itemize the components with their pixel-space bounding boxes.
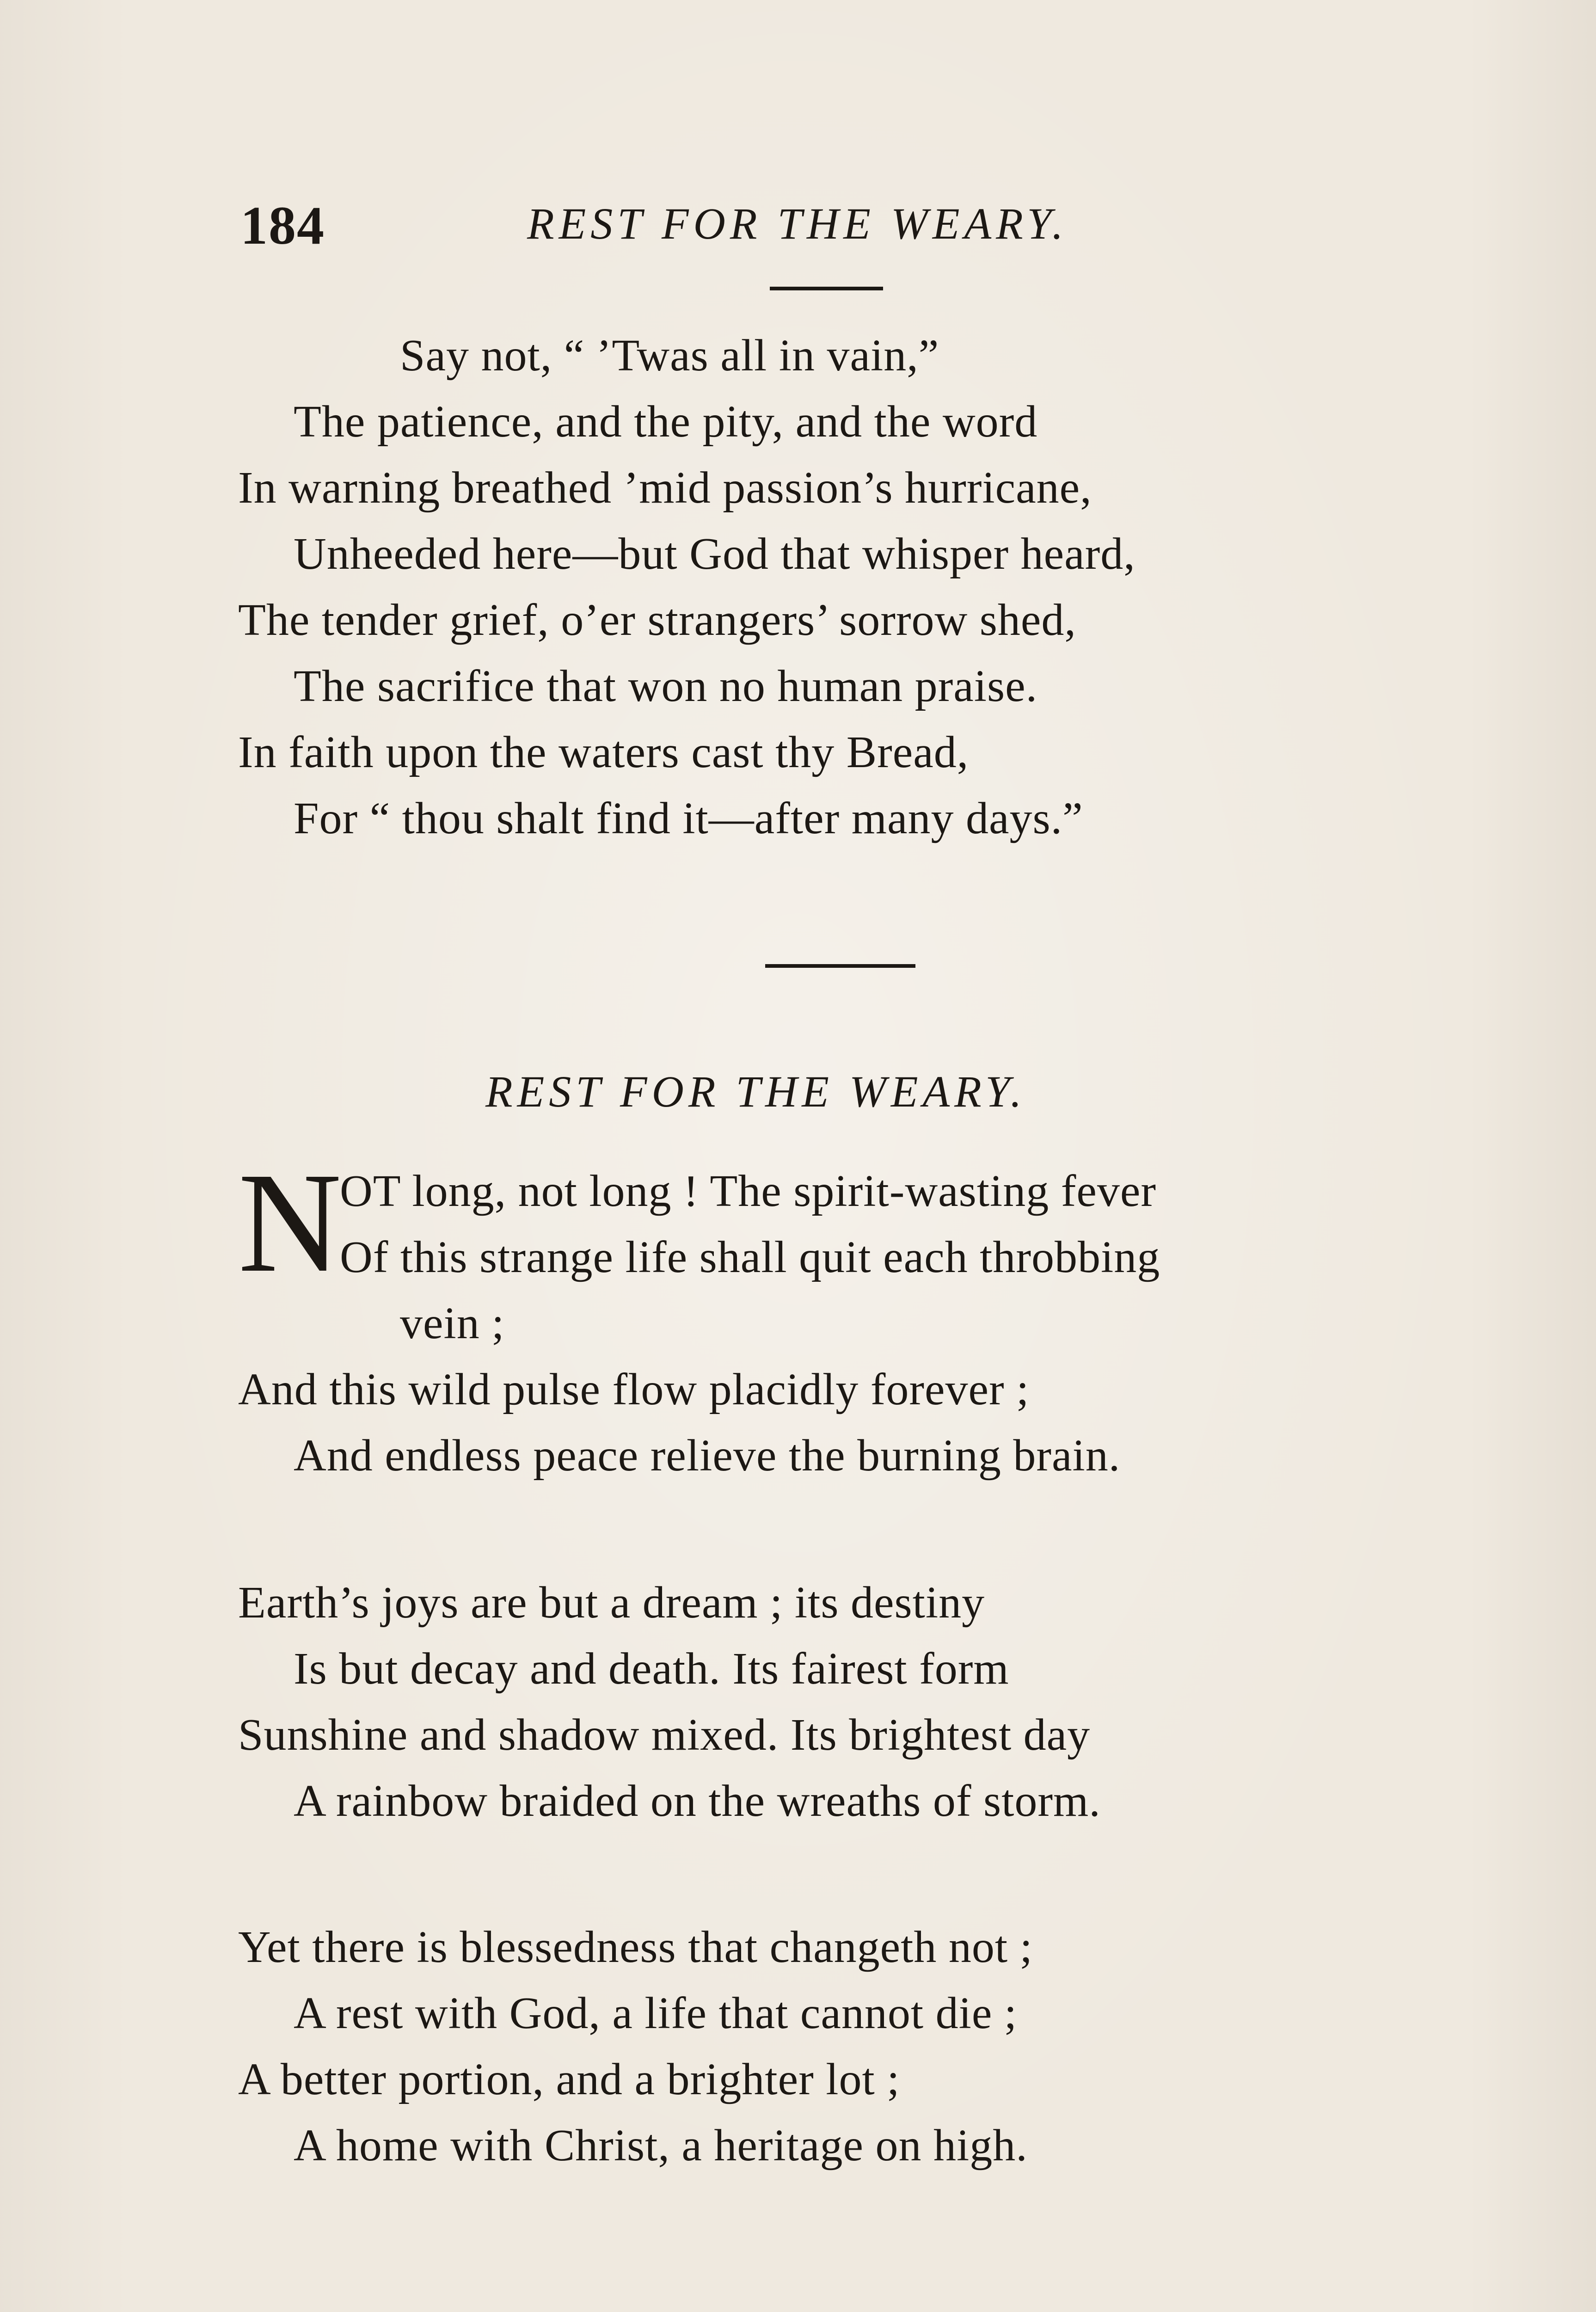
stanza-not-long bbox=[238, 1144, 1486, 1489]
poem-line: The tender grief, o’er strangers’ sorrow shed, bbox=[238, 595, 1076, 645]
stanza-blessedness bbox=[238, 1914, 1486, 2179]
poem-line: Unheeded here—but God that whisper heard, bbox=[294, 529, 1136, 579]
stanza-earths-joys bbox=[238, 1570, 1486, 1834]
poem-line: And endless peace relieve the burning brain. bbox=[294, 1431, 1121, 1481]
poem-line: Sunshine and shadow mixed. Its brightest day bbox=[238, 1710, 1091, 1760]
poem-line: Earth’s joys are but a dream ; its destiny bbox=[238, 1578, 985, 1628]
poem-line: OT long, not long ! The spirit-wasting fever bbox=[340, 1166, 1156, 1216]
poem-title: REST FOR THE WEARY. bbox=[485, 1067, 1026, 1116]
poem-line: Of this strange life shall quit each throbbing bbox=[340, 1232, 1160, 1282]
poem-line: And this wild pulse flow placidly forever ; bbox=[238, 1365, 1030, 1414]
page-header bbox=[240, 194, 1387, 264]
stanza-say-not bbox=[238, 323, 1486, 852]
page-number: 184 bbox=[240, 195, 325, 256]
poem-line: A home with Christ, a heritage on high. bbox=[294, 2121, 1028, 2171]
poem-line: Yet there is blessedness that changeth not ; bbox=[238, 1922, 1033, 1972]
poem-line: In faith upon the waters cast thy Bread, bbox=[238, 727, 969, 777]
poem-line: A rainbow braided on the wreaths of storm. bbox=[294, 1776, 1101, 1826]
drop-cap-letter: N bbox=[238, 1144, 342, 1302]
poem-line: For “ thou shalt find it—after many days.” bbox=[294, 793, 1083, 843]
poem-line: vein ; bbox=[400, 1298, 505, 1348]
poem-line: The patience, and the pity, and the word bbox=[294, 397, 1038, 447]
poem-line: The sacrifice that won no human praise. bbox=[294, 661, 1038, 711]
running-title: REST FOR THE WEARY. bbox=[527, 199, 1068, 248]
poem-line: In warning breathed ’mid passion’s hurricane, bbox=[238, 463, 1092, 513]
header-rule bbox=[770, 287, 883, 290]
poem-line: Say not, “ ’Twas all in vain,” bbox=[400, 331, 939, 381]
poem-line: A rest with God, a life that cannot die ; bbox=[294, 1988, 1018, 2038]
poem-line: Is but decay and death. Its fairest form bbox=[294, 1644, 1009, 1694]
section-divider-rule bbox=[765, 964, 915, 968]
poem-line: A better portion, and a brighter lot ; bbox=[238, 2054, 900, 2104]
